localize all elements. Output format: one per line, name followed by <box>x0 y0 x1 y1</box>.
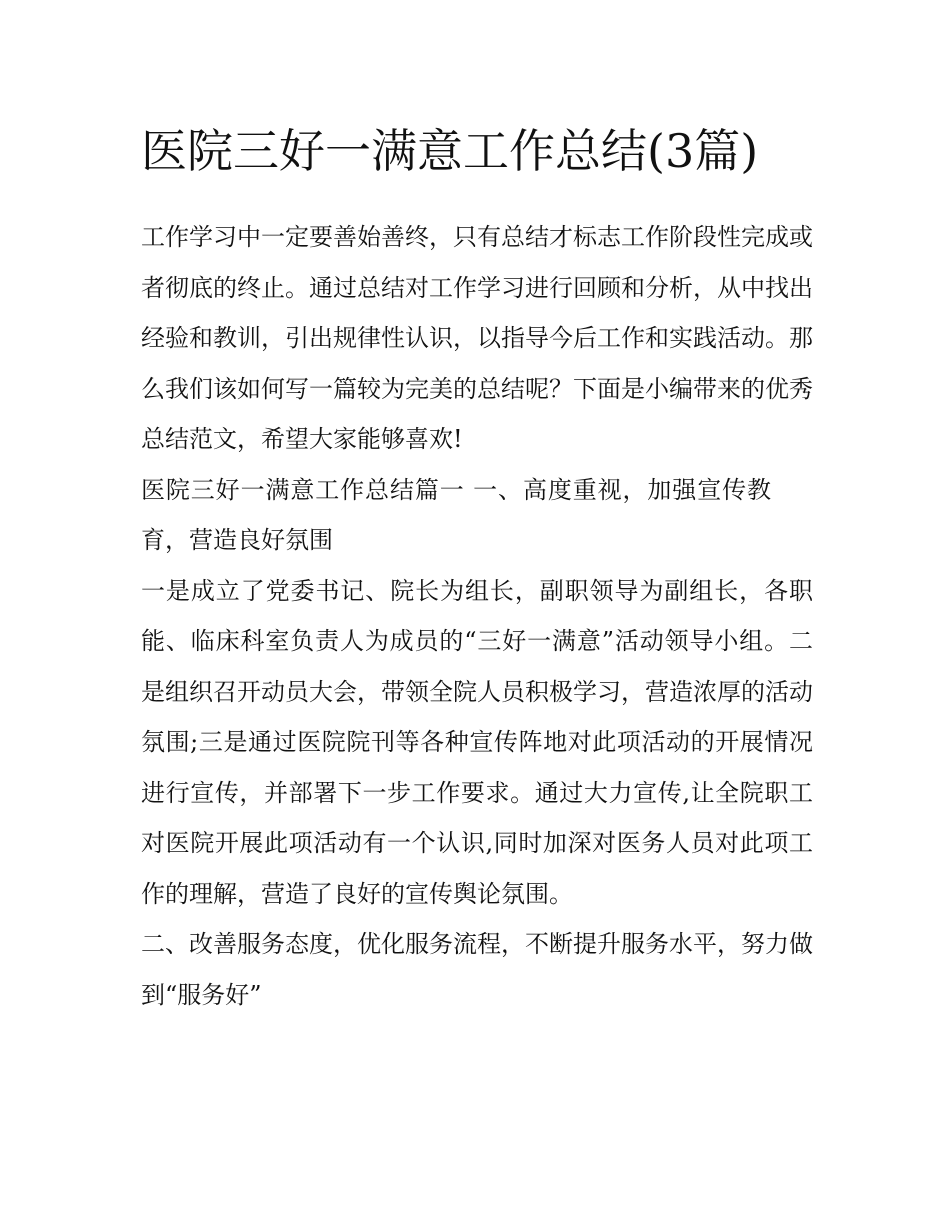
intro-paragraph: 工作学习中一定要善始善终，只有总结才标志工作阶段性完成或者彻底的终止。通过总结对工作学习进行回顾和分析，从中找出经验和教训，引出规律性认识，以指导今后工作和实践活动。那么我们该如何写一篇较为完美的总结呢？下面是小编带来的优秀总结范文，希望大家能够喜欢! <box>141 223 813 453</box>
document-body <box>141 112 813 1020</box>
section-one-paragraph: 一是成立了党委书记、院长为组长，副职领导为副组长，各职能、临床科室负责人为成员的“三好一满意”活动领导小组。二是组织召开动员大会，带领全院人员积极学习，营造浓厚的活动氛围;三是通过医院院刊等各种宣传阵地对此项活动的开展情况进行宣传，并部署下一步工作要求。通过大力宣传,让全院职工对医院开展此项活动有一个认识,同时加深对医务人员对此项工作的理解，营造了良好的宣传舆论氛围。 <box>141 576 813 908</box>
section-one-heading: 医院三好一满意工作总结篇一 一、高度重视，加强宣传教育，营造良好氛围 <box>141 475 771 554</box>
section-two-heading: 二、改善服务态度，优化服务流程，不断提升服务水平，努力做到“服务好” <box>141 930 813 1009</box>
document-title: 医院三好一满意工作总结(3篇) <box>141 124 759 178</box>
